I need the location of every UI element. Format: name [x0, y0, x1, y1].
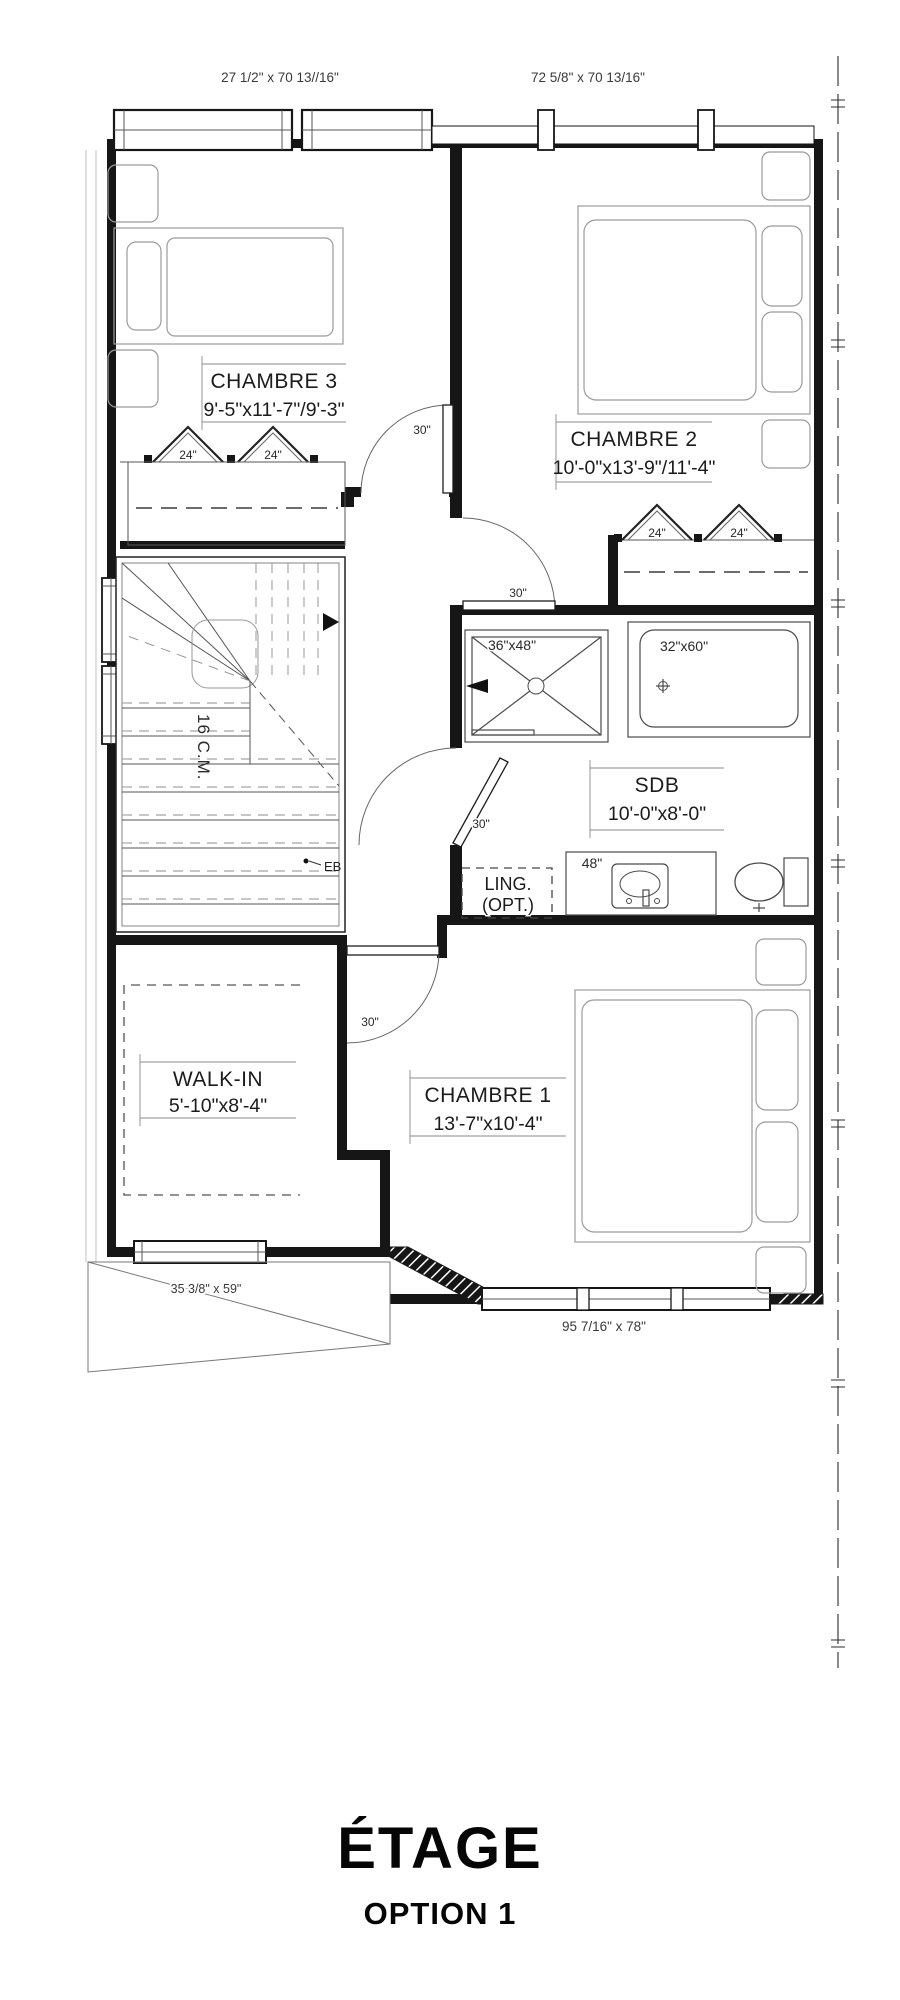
room-chambre3 — [108, 165, 453, 545]
door-width-label: 30" — [472, 817, 490, 831]
bed-single — [114, 228, 343, 344]
bifold-width-label: 24" — [179, 448, 197, 462]
shower-head-arrow-icon — [466, 679, 488, 693]
room-name: WALK-IN — [172, 1068, 264, 1091]
door-chambre2 — [463, 518, 555, 610]
room-label-walkin — [140, 1054, 296, 1126]
linen-closet-optional — [462, 868, 552, 918]
window-top-left — [114, 110, 292, 150]
nightstand — [762, 420, 810, 468]
lot-boundary-line — [831, 56, 845, 1668]
room-label-sdb — [590, 760, 724, 838]
linen-label: LING. — [484, 874, 532, 894]
window-bottom-chambre1 — [482, 1288, 770, 1310]
vanity-size-label: 48" — [581, 855, 603, 871]
window-dimension-bottom-left: 35 3/8" x 59" — [170, 1282, 242, 1296]
door-width-label: 30" — [361, 1015, 379, 1029]
closet-chambre3 — [120, 427, 345, 545]
room-dims: 13'-7"x10'-4" — [433, 1113, 543, 1135]
door-leaf — [347, 946, 439, 955]
shower-size-label: 36"x48" — [487, 637, 537, 653]
nightstand — [762, 152, 810, 200]
window-top-right — [302, 110, 814, 150]
closet-chambre2 — [614, 505, 814, 572]
drawing-title — [337, 1816, 543, 1931]
bath-size-label: 32"x60" — [659, 638, 709, 654]
window-bottom-walkin — [134, 1241, 266, 1263]
nightstand — [756, 939, 806, 985]
room-dims: 5'-10"x8'-4" — [168, 1095, 268, 1117]
door-leaf — [463, 601, 555, 610]
bed-double — [578, 206, 810, 414]
bifold-width-label: 24" — [264, 448, 282, 462]
room-label-chambre2 — [553, 414, 716, 490]
door-sdb — [359, 748, 508, 847]
window-dimension-top-right: 72 5/8" x 70 13/16" — [531, 70, 645, 85]
room-dims: 9'-5"x11'-7"/9'-3" — [203, 399, 345, 421]
door-width-label: 30" — [509, 586, 527, 600]
bed-double — [575, 990, 810, 1242]
sink — [620, 871, 660, 897]
room-dims: 10'-0"x8'-0" — [607, 803, 707, 825]
room-dims: 10'-0"x13'-9"/11'-4" — [552, 457, 716, 479]
toilet — [735, 858, 808, 912]
stairs — [116, 557, 345, 932]
window-dimension-bottom-right: 95 7/16" x 78" — [562, 1319, 646, 1334]
bifold-width-label: 24" — [648, 526, 666, 540]
title-option: OPTION 1 — [363, 1896, 517, 1931]
vanity — [566, 852, 716, 915]
door-width-label: 30" — [413, 423, 431, 437]
room-chambre1 — [347, 939, 810, 1293]
door-chambre3 — [361, 405, 453, 493]
linen-optional-label: (OPT.) — [482, 895, 534, 915]
nightstand — [756, 1247, 806, 1293]
shower — [465, 630, 608, 742]
room-name: CHAMBRE 1 — [424, 1084, 552, 1107]
eb-label: EB — [324, 859, 342, 874]
room-label-chambre3 — [202, 356, 346, 430]
door-leaf — [453, 758, 508, 847]
room-sdb — [359, 622, 810, 918]
room-name: CHAMBRE 3 — [210, 370, 338, 393]
bifold-width-label: 24" — [730, 526, 748, 540]
porch-roof-outline — [88, 1262, 390, 1372]
door-leaf — [443, 405, 453, 493]
door-chambre1 — [347, 946, 439, 1043]
bathtub — [628, 622, 810, 737]
title-floor: ÉTAGE — [337, 1816, 543, 1881]
room-name: CHAMBRE 2 — [570, 428, 698, 451]
roof-overhang-lines — [86, 150, 96, 1262]
room-name: SDB — [634, 774, 680, 797]
window-dimension-top-left: 27 1/2" x 70 13//16" — [221, 70, 339, 85]
room-chambre2 — [463, 152, 814, 610]
room-walkin — [124, 985, 300, 1195]
stair-count-label: 16 C.M. — [194, 714, 213, 781]
shower-drain — [528, 678, 544, 694]
room-label-chambre1 — [410, 1070, 566, 1144]
